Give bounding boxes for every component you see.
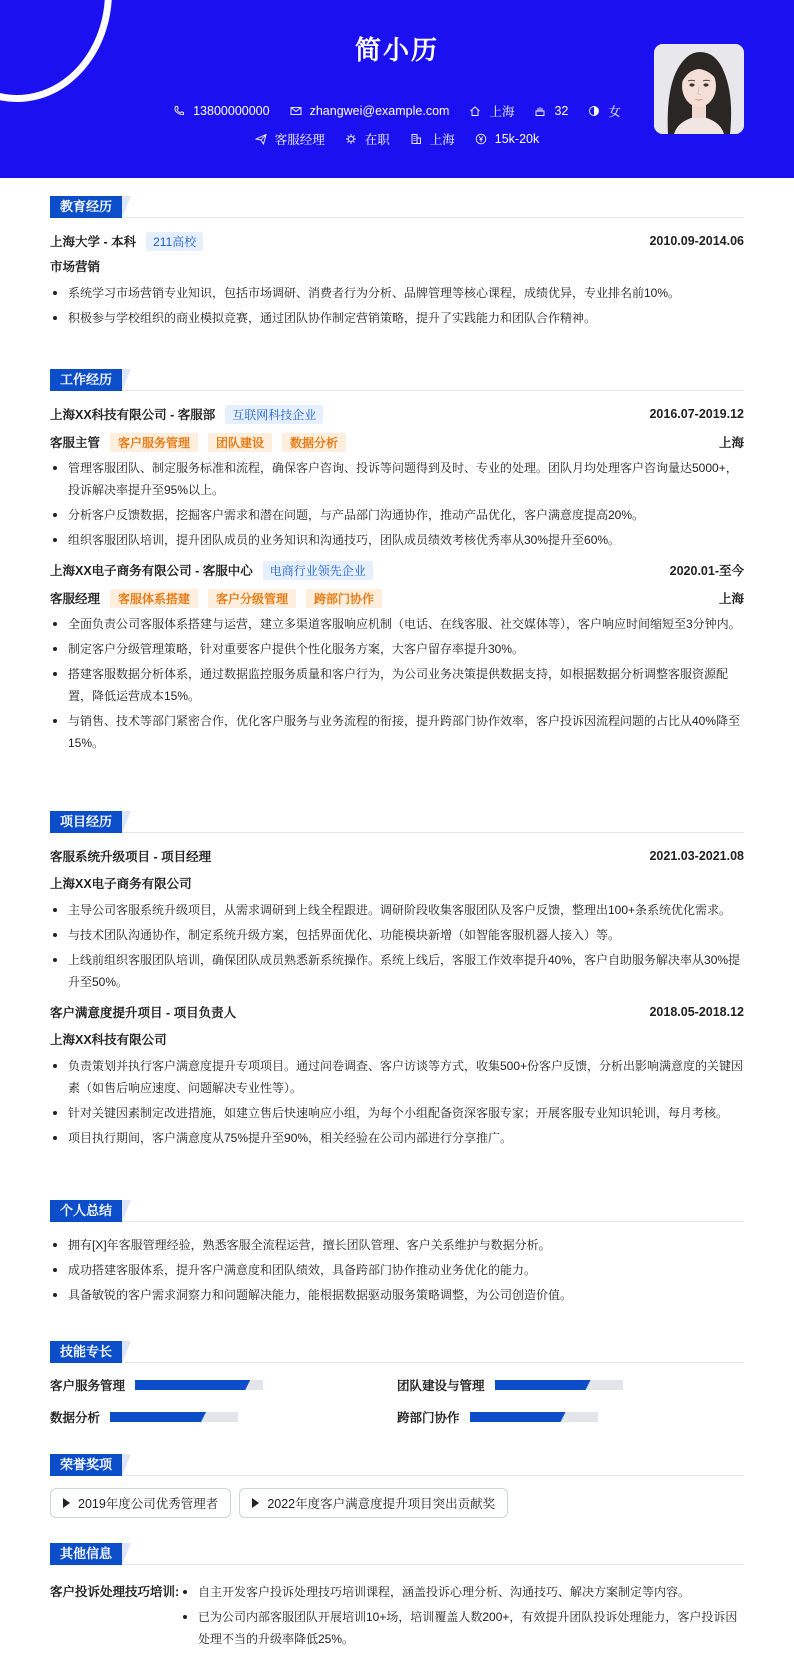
list-item: 主导公司客服系统升级项目，从需求调研到上线全程跟进。调研阶段收集客服团队及客户反馈，整理出100+条系统优化需求。 bbox=[50, 899, 744, 921]
salary-value: 15k-20k bbox=[494, 132, 540, 146]
skills-section bbox=[50, 1341, 744, 1427]
email-item bbox=[290, 104, 450, 118]
other-bullets bbox=[180, 1581, 744, 1650]
skill-level-fill bbox=[110, 1412, 206, 1422]
summary-bullets bbox=[50, 1234, 744, 1306]
project-entry bbox=[50, 845, 744, 993]
skill-label: 跨部门协作 bbox=[397, 1411, 460, 1425]
list-item: 积极参与学校组织的商业模拟竞赛，通过团队协作制定营销策略，提升了实践能力和团队合作精神。 bbox=[50, 307, 744, 329]
skill-tag: 数据分析 bbox=[282, 433, 346, 452]
project-bullets bbox=[50, 1055, 744, 1149]
section-header bbox=[50, 1454, 744, 1476]
city-item bbox=[410, 130, 455, 148]
job-role: 客服主管 bbox=[50, 436, 101, 450]
section-header bbox=[50, 1543, 744, 1565]
company-name: 上海XX电子商务有限公司 - 客服中心 bbox=[50, 564, 253, 578]
section-title: 教育经历 bbox=[50, 196, 122, 218]
gender-value: 女 bbox=[608, 105, 621, 119]
play-icon bbox=[63, 1498, 70, 1508]
section-header bbox=[50, 1341, 744, 1363]
job-date: 2020.01-至今 bbox=[669, 564, 744, 578]
education-bullets bbox=[50, 282, 744, 329]
skill-label: 客户服务管理 bbox=[50, 1379, 126, 1393]
section-header bbox=[50, 811, 744, 833]
work-section bbox=[50, 369, 744, 754]
home-icon bbox=[469, 105, 481, 117]
salary-item bbox=[475, 132, 539, 146]
summary-section bbox=[50, 1200, 744, 1306]
other-section bbox=[50, 1543, 744, 1650]
list-item: 系统学习市场营销专业知识，包括市场调研、消费者行为分析、品牌管理等核心课程，成绩优异，专业排名前10%。 bbox=[50, 282, 744, 304]
list-item: 成功搭建客服体系，提升客户满意度和团队绩效，具备跨部门协作推动业务优化的能力。 bbox=[50, 1259, 744, 1281]
job-header bbox=[50, 559, 744, 581]
list-item: 已为公司内部客服团队开展培训10+场，培训覆盖人数200+，有效提升团队投诉处理能力，客户投诉因处理不当的升级率降低25%。 bbox=[180, 1606, 744, 1650]
gender-item bbox=[588, 102, 621, 120]
mail-icon bbox=[290, 105, 302, 117]
school-name: 上海大学 - 本科 bbox=[50, 235, 137, 249]
project-company: 上海XX电子商务有限公司 bbox=[50, 877, 192, 891]
section-title: 工作经历 bbox=[50, 369, 122, 391]
skill-item bbox=[50, 1375, 397, 1395]
list-item: 自主开发客户投诉处理技巧培训课程，涵盖投诉心理分析、沟通技巧、解决方案制定等内容。 bbox=[180, 1581, 744, 1603]
project-date: 2018.05-2018.12 bbox=[649, 1005, 744, 1019]
skill-tag: 跨部门协作 bbox=[306, 589, 382, 608]
avatar bbox=[654, 44, 744, 134]
skill-level-fill bbox=[470, 1412, 566, 1422]
list-item: 制定客户分级管理策略，针对重要客户提供个性化服务方案，大客户留存率提升30%。 bbox=[50, 638, 744, 660]
age-icon bbox=[534, 105, 546, 117]
list-item: 与销售、技术等部门紧密合作，优化客户服务与业务流程的衔接，提升跨部门协作效率，客户投诉因流程问题的占比从40%降至15%。 bbox=[50, 710, 744, 754]
skill-label: 团队建设与管理 bbox=[397, 1379, 485, 1393]
job-role-row bbox=[50, 587, 744, 609]
play-icon bbox=[252, 1498, 259, 1508]
list-item: 拥有[X]年客服管理经验，熟悉客服全流程运营，擅长团队管理、客户关系维护与数据分析。 bbox=[50, 1234, 744, 1256]
job-bullets bbox=[50, 457, 744, 551]
award-label: 2019年度公司优秀管理者 bbox=[78, 1497, 219, 1511]
skill-bar bbox=[110, 1412, 238, 1422]
section-header bbox=[50, 196, 744, 218]
major: 市场营销 bbox=[50, 260, 101, 274]
status-icon bbox=[345, 133, 357, 145]
list-item: 上线前组织客服团队培训，确保团队成员熟悉新系统操作。系统上线后，客服工作效率提升40%，客户自助服务解决率从30%提升至50%。 bbox=[50, 949, 744, 993]
section-header bbox=[50, 1200, 744, 1222]
project-name: 客户满意度提升项目 - 项目负责人 bbox=[50, 1006, 237, 1020]
status-value: 在职 bbox=[364, 133, 390, 147]
skill-bar bbox=[495, 1380, 623, 1390]
list-item: 全面负责公司客服体系搭建与运营，建立多渠道客服响应机制（电话、在线客服、社交媒体等），客户响应时间缩短至3分钟内。 bbox=[50, 613, 744, 635]
building-icon bbox=[410, 133, 422, 145]
company-tag: 互联网科技企业 bbox=[225, 405, 323, 424]
list-item: 组织客服团队培训，提升团队成员的业务知识和沟通技巧，团队成员绩效考核优秀率从30%提升至60%。 bbox=[50, 529, 744, 551]
section-title: 技能专长 bbox=[50, 1341, 122, 1363]
skill-tag: 团队建设 bbox=[208, 433, 272, 452]
project-company: 上海XX科技有限公司 bbox=[50, 1033, 167, 1047]
education-section bbox=[50, 196, 744, 329]
list-item: 分析客户反馈数据，挖掘客户需求和潜在问题，与产品部门沟通协作，推动产品优化，客户满意度提高20%。 bbox=[50, 504, 744, 526]
list-item: 管理客服团队、制定服务标准和流程，确保客户咨询、投诉等问题得到及时、专业的处理。团队月均处理客户咨询量达5000+，投诉解决率提升至95%以上。 bbox=[50, 457, 744, 501]
job-role: 客服经理 bbox=[50, 592, 101, 606]
email-value: zhangwei@example.com bbox=[309, 104, 450, 118]
skill-tag: 客户服务管理 bbox=[110, 433, 198, 452]
project-bullets bbox=[50, 899, 744, 993]
job-entry bbox=[50, 559, 744, 754]
project-name: 客服系统升级项目 - 项目经理 bbox=[50, 850, 212, 864]
section-title: 个人总结 bbox=[50, 1200, 122, 1222]
section-title: 荣誉奖项 bbox=[50, 1454, 122, 1476]
company-tag: 电商行业领先企业 bbox=[263, 561, 373, 580]
project-header bbox=[50, 845, 744, 867]
job-value: 客服经理 bbox=[274, 133, 325, 147]
job-location: 上海 bbox=[718, 436, 744, 450]
job-role-row bbox=[50, 431, 744, 453]
phone-item bbox=[173, 104, 269, 118]
award-item bbox=[50, 1488, 231, 1518]
project-entry bbox=[50, 1001, 744, 1149]
other-label: 客户投诉处理技巧培训: bbox=[50, 1585, 180, 1599]
skill-item bbox=[50, 1407, 397, 1427]
gender-icon bbox=[588, 105, 600, 117]
awards-list bbox=[50, 1488, 744, 1518]
list-item: 与技术团队沟通协作，制定系统升级方案，包括界面优化、功能模块新增（如智能客服机器人接入）等。 bbox=[50, 924, 744, 946]
job-location: 上海 bbox=[718, 592, 744, 606]
location-value: 上海 bbox=[489, 105, 515, 119]
age-item bbox=[534, 104, 568, 118]
education-row bbox=[50, 230, 744, 252]
list-item: 具备敏锐的客户需求洞察力和问题解决能力，能根据数据驱动服务策略调整，为公司创造价值。 bbox=[50, 1284, 744, 1306]
project-header bbox=[50, 1001, 744, 1023]
money-icon bbox=[475, 133, 487, 145]
other-item bbox=[50, 1577, 744, 1650]
portrait-image bbox=[654, 44, 744, 134]
projects-section bbox=[50, 811, 744, 1149]
location-item bbox=[469, 102, 514, 120]
list-item: 搭建客服数据分析体系，通过数据监控服务质量和客户行为，为公司业务决策提供数据支持，如根据数据分析调整客服资源配置，降低运营成本15%。 bbox=[50, 663, 744, 707]
city-value: 上海 bbox=[429, 133, 455, 147]
job-header bbox=[50, 403, 744, 425]
school-tag: 211高校 bbox=[146, 232, 203, 251]
phone-value: 13800000000 bbox=[193, 104, 270, 118]
project-date: 2021.03-2021.08 bbox=[649, 849, 744, 863]
skill-tag: 客服体系搭建 bbox=[110, 589, 198, 608]
section-title: 项目经历 bbox=[50, 811, 122, 833]
skill-level-fill bbox=[135, 1380, 250, 1390]
job-bullets bbox=[50, 613, 744, 754]
skill-bar bbox=[470, 1412, 598, 1422]
skill-label: 数据分析 bbox=[50, 1411, 101, 1425]
skill-level-fill bbox=[495, 1380, 591, 1390]
skill-bar bbox=[135, 1380, 263, 1390]
skill-item bbox=[397, 1407, 744, 1427]
phone-icon bbox=[173, 105, 185, 117]
list-item: 针对关键因素制定改进措施，如建立售后快速响应小组，为每个小组配备资深客服专家；开展客服专业知识轮训，每月考核。 bbox=[50, 1102, 744, 1124]
award-label: 2022年度客户满意度提升项目突出贡献奖 bbox=[267, 1497, 496, 1511]
company-name: 上海XX科技有限公司 - 客服部 bbox=[50, 408, 216, 422]
awards-section bbox=[50, 1454, 744, 1518]
skills-grid bbox=[50, 1375, 744, 1427]
job-entry bbox=[50, 403, 744, 551]
section-header bbox=[50, 369, 744, 391]
list-item: 负责策划并执行客户满意度提升专项项目。通过问卷调查、客户访谈等方式，收集500+份客户反馈，分析出影响满意度的关键因素（如售后响应速度、问题解决专业性等）。 bbox=[50, 1055, 744, 1099]
job-item bbox=[255, 130, 325, 148]
award-item bbox=[239, 1488, 508, 1518]
job-date: 2016.07-2019.12 bbox=[649, 407, 744, 421]
status-item bbox=[345, 130, 390, 148]
section-title: 其他信息 bbox=[50, 1543, 122, 1565]
send-icon bbox=[255, 133, 267, 145]
candidate-name: 简小历 bbox=[354, 35, 439, 65]
skill-tag: 客户分级管理 bbox=[208, 589, 296, 608]
list-item: 项目执行期间，客户满意度从75%提升至90%，相关经验在公司内部进行分享推广。 bbox=[50, 1127, 744, 1149]
age-value: 32 bbox=[554, 104, 569, 118]
education-date: 2010.09-2014.06 bbox=[649, 234, 744, 248]
skill-item bbox=[397, 1375, 744, 1395]
